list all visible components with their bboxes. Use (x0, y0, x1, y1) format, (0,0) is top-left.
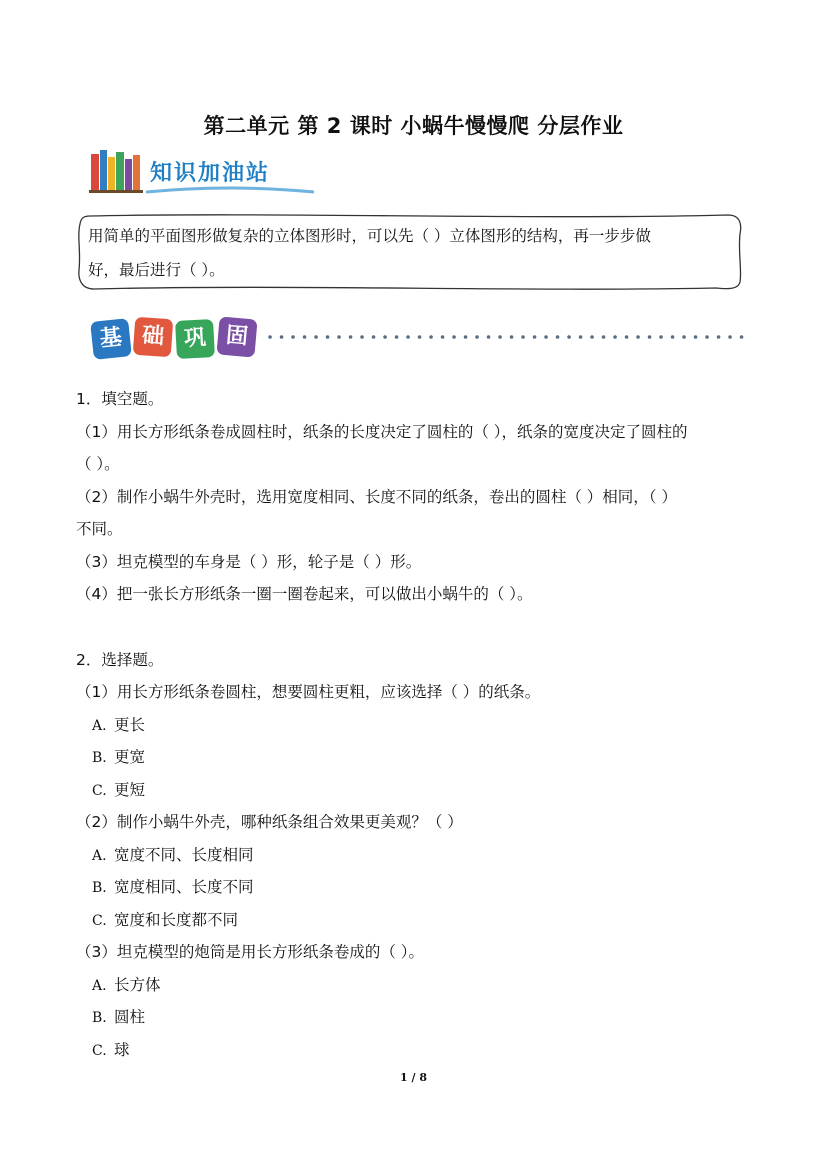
option-letter: A. (92, 848, 107, 864)
basic-tile-3: 巩 (175, 319, 215, 359)
knowledge-box (76, 212, 744, 292)
option-text: 宽度相同、长度不同 (114, 878, 254, 896)
option-letter: C. (92, 1043, 107, 1059)
option-text: 更长 (114, 716, 146, 734)
q2-heading: 2．选择题。 (76, 651, 164, 669)
option-text: 更短 (114, 781, 146, 799)
q1-line-6: （4）把一张长方形纸条一圈一圈卷起来，可以做出小蜗牛的（ ）。 (76, 585, 533, 603)
basic-tile-2: 础 (133, 317, 174, 358)
knowledge-line-1: 用简单的平面图形做复杂的立体图形时，可以先（ ）立体图形的结构，再一步步做 (88, 227, 651, 245)
option-text: 宽度不同、长度相同 (114, 846, 254, 864)
q2-3-stem: （3）坦克模型的炮筒是用长方形纸条卷成的（ ）。 (76, 943, 425, 961)
q2-1-option-a (92, 713, 145, 735)
q2-3-option-b (92, 1005, 145, 1027)
knowledge-line-2: 好，最后进行（ ）。 (88, 261, 225, 279)
option-letter: B. (92, 1010, 107, 1026)
option-letter: A. (92, 718, 107, 734)
option-text: 宽度和长度都不同 (114, 911, 239, 929)
dotted-divider (268, 333, 748, 341)
page-title: 第二单元 第 2 课时 小蜗牛慢慢爬 分层作业 (203, 114, 624, 138)
option-letter: C. (92, 783, 107, 799)
basic-tile-4: 固 (216, 316, 257, 357)
books-icon (88, 148, 144, 194)
q1-line-5: （3）坦克模型的车身是（ ）形，轮子是（ ）形。 (76, 553, 422, 571)
option-text: 更宽 (114, 748, 146, 766)
page-number: 1 / 8 (400, 1071, 427, 1084)
option-letter: B. (92, 750, 107, 766)
q1-line-2: （ ）。 (76, 455, 120, 473)
basic-tile-1: 基 (90, 318, 132, 360)
option-letter: A. (92, 978, 107, 994)
basic-banner (88, 316, 748, 360)
q1-line-1: （1）用长方形纸条卷成圆柱时，纸条的长度决定了圆柱的（ ），纸条的宽度决定了圆柱的 (76, 423, 688, 441)
q2-3-option-a (92, 973, 161, 995)
option-letter: C. (92, 913, 107, 929)
q2-2-option-a (92, 843, 254, 865)
q2-3-option-c (92, 1038, 130, 1060)
knowledge-banner-label: 知识加油站 (150, 161, 271, 186)
q1-line-4: 不同。 (76, 520, 123, 538)
q2-1-stem: （1）用长方形纸条卷圆柱，想要圆柱更粗，应该选择（ ）的纸条。 (76, 683, 541, 701)
knowledge-banner (88, 148, 318, 196)
q2-1-option-c (92, 778, 145, 800)
option-letter: B. (92, 880, 107, 896)
q1-line-3: （2）制作小蜗牛外壳时，选用宽度相同、长度不同的纸条，卷出的圆柱（ ）相同，（ ） (76, 488, 677, 506)
q2-2-option-b (92, 875, 254, 897)
q2-2-stem: （2）制作小蜗牛外壳，哪种纸条组合效果更美观？（ ） (76, 813, 463, 831)
q2-1-option-b (92, 745, 145, 767)
q2-2-option-c (92, 908, 238, 930)
option-text: 球 (114, 1041, 130, 1059)
option-text: 圆柱 (114, 1008, 146, 1026)
option-text: 长方体 (114, 976, 161, 994)
q1-heading: 1．填空题。 (76, 390, 164, 408)
